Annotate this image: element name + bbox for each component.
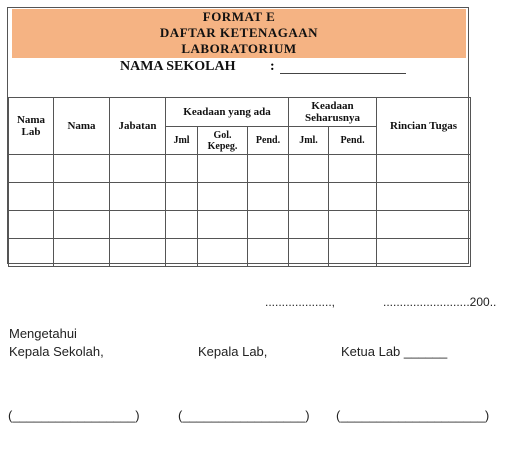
table-cell[interactable] xyxy=(166,155,198,183)
table-cell[interactable] xyxy=(198,155,248,183)
staff-table xyxy=(8,97,471,267)
table-cell[interactable] xyxy=(289,183,329,211)
table-cell[interactable] xyxy=(110,183,166,211)
table-row xyxy=(9,211,471,239)
place-field[interactable]: ...................., xyxy=(265,295,336,309)
header-jml-seharusnya: Jml. xyxy=(289,127,329,155)
signature-ketua-lab[interactable]: (____________________) xyxy=(336,408,490,423)
header-jabatan: Jabatan xyxy=(110,98,166,155)
table-cell[interactable] xyxy=(248,211,289,239)
date-field[interactable]: ..........................200.. xyxy=(383,295,497,309)
table-cell[interactable] xyxy=(289,239,329,267)
table-cell[interactable] xyxy=(248,183,289,211)
table-cell[interactable] xyxy=(289,155,329,183)
school-name-colon: : xyxy=(270,59,275,74)
form-code-title: FORMAT E xyxy=(202,9,276,24)
table-cell[interactable] xyxy=(329,211,377,239)
table-cell[interactable] xyxy=(329,155,377,183)
table-cell[interactable] xyxy=(166,239,198,267)
table-cell[interactable] xyxy=(329,239,377,267)
table-cell[interactable] xyxy=(166,211,198,239)
table-cell[interactable] xyxy=(110,211,166,239)
table-cell[interactable] xyxy=(54,211,110,239)
table-cell[interactable] xyxy=(9,211,54,239)
kepala-sekolah-label: Kepala Sekolah, xyxy=(9,344,104,359)
mengetahui-label: Mengetahui xyxy=(9,326,77,341)
table-cell[interactable] xyxy=(54,183,110,211)
table-cell[interactable] xyxy=(289,211,329,239)
header-keadaan-ada: Keadaan yang ada xyxy=(166,98,289,127)
header-rincian-tugas: Rincian Tugas xyxy=(377,98,471,155)
table-cell[interactable] xyxy=(248,239,289,267)
table-row xyxy=(9,183,471,211)
table-cell[interactable] xyxy=(377,239,471,267)
table-cell[interactable] xyxy=(329,183,377,211)
school-name-field[interactable] xyxy=(280,73,406,74)
table-cell[interactable] xyxy=(54,155,110,183)
ketua-lab-label: Ketua Lab ______ xyxy=(341,344,448,359)
header-nama-lab: Nama Lab xyxy=(9,98,54,155)
header-pend-seharusnya: Pend. xyxy=(329,127,377,155)
header-pend-ada: Pend. xyxy=(248,127,289,155)
signature-kepala-lab[interactable]: (_________________) xyxy=(178,408,310,423)
table-cell[interactable] xyxy=(377,183,471,211)
table-cell[interactable] xyxy=(198,211,248,239)
header-jml-ada: Jml xyxy=(166,127,198,155)
table-cell[interactable] xyxy=(110,239,166,267)
table-cell[interactable] xyxy=(110,155,166,183)
table-cell[interactable] xyxy=(198,183,248,211)
header-nama: Nama xyxy=(54,98,110,155)
table-cell[interactable] xyxy=(9,155,54,183)
form-sub-title: LABORATORIUM xyxy=(181,41,297,56)
signature-kepala-sekolah[interactable]: (_________________) xyxy=(8,408,140,423)
table-cell[interactable] xyxy=(166,183,198,211)
form-main-title: DAFTAR KETENAGAAN xyxy=(159,25,319,40)
table-cell[interactable] xyxy=(198,239,248,267)
table-cell[interactable] xyxy=(248,155,289,183)
table-cell[interactable] xyxy=(54,239,110,267)
header-gol-kepeg: Gol. Kepeg. xyxy=(198,127,248,155)
header-keadaan-seharusnya: Keadaan Seharusnya xyxy=(289,98,377,127)
table-cell[interactable] xyxy=(9,183,54,211)
table-cell[interactable] xyxy=(377,155,471,183)
table-row xyxy=(9,239,471,267)
table-row xyxy=(9,155,471,183)
kepala-lab-label: Kepala Lab, xyxy=(198,344,268,359)
table-cell[interactable] xyxy=(377,211,471,239)
table-cell[interactable] xyxy=(9,239,54,267)
school-name-label: NAMA SEKOLAH xyxy=(120,59,236,74)
